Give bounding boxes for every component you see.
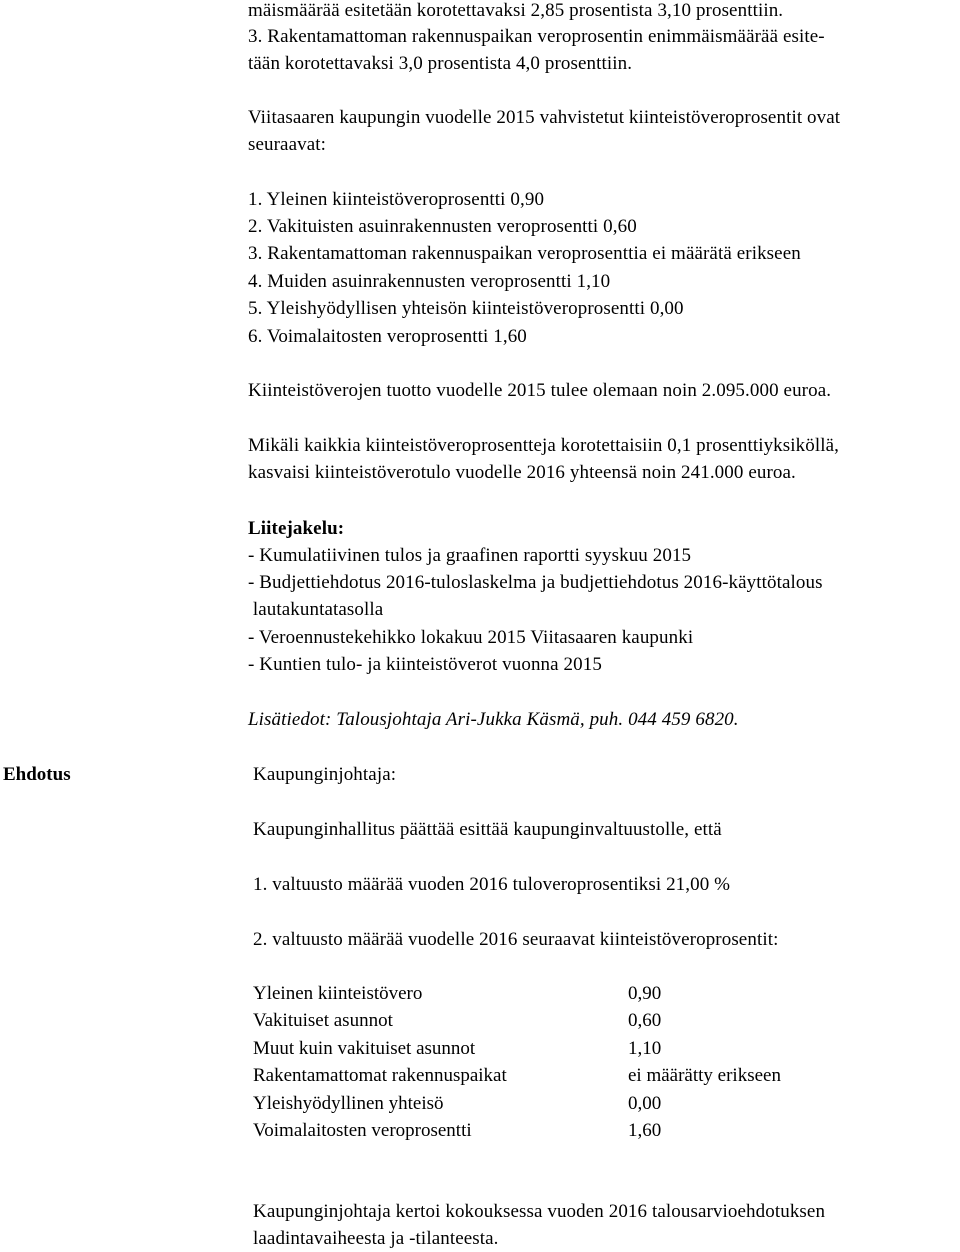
proposal-author: Kaupunginjohtaja: bbox=[253, 764, 397, 785]
rate-value: 1,60 bbox=[628, 1120, 662, 1141]
intro-line-2: 3. Rakentamattoman rakennuspaikan veroprosentin enimmäismäärää esite- bbox=[248, 26, 825, 47]
attachment-item: - Budjettiehdotus 2016-tuloslaskelma ja budjettiehdotus 2016-käyttötalous bbox=[248, 572, 823, 593]
rate-name: Voimalaitosten veroprosentti bbox=[253, 1120, 472, 1141]
rate-value: 1,10 bbox=[628, 1038, 662, 1059]
rates-list-item: 2. Vakituisten asuinrakennusten veroprosentti 0,60 bbox=[248, 216, 637, 237]
rate-name: Muut kuin vakituiset asunnot bbox=[253, 1038, 476, 1059]
attachment-item: - Kuntien tulo- ja kiinteistöverot vuonna 2015 bbox=[248, 654, 602, 675]
increase-text-line-2: kasvaisi kiinteistöverotulo vuodelle 2016 yhteensä noin 241.000 euroa. bbox=[248, 462, 796, 483]
increase-text-line-1: Mikäli kaikkia kiinteistöveroprosentteja korotettaisiin 0,1 prosenttiyksiköllä, bbox=[248, 435, 839, 456]
rate-value: ei määrätty erikseen bbox=[628, 1065, 781, 1086]
attachment-item: lautakuntatasolla bbox=[248, 599, 384, 620]
rates-heading-line-1: Viitasaaren kaupungin vuodelle 2015 vahvistetut kiinteistöveroprosentit ovat bbox=[248, 107, 841, 128]
closing-line-1: Kaupunginjohtaja kertoi kokouksessa vuoden 2016 talousarvioehdotuksen bbox=[253, 1201, 826, 1222]
proposal-label: Ehdotus bbox=[3, 764, 71, 785]
proposal-point-1: 1. valtuusto määrää vuoden 2016 tuloveroprosentiksi 21,00 % bbox=[253, 874, 731, 895]
intro-line-1: mäismäärää esitetään korotettavaksi 2,85 prosentista 3,10 prosenttiin. bbox=[248, 0, 784, 21]
proposal-statement: Kaupunginhallitus päättää esittää kaupunginvaltuustolle, että bbox=[253, 819, 722, 840]
rates-list-item: 5. Yleishyödyllisen yhteisön kiinteistöveroprosentti 0,00 bbox=[248, 298, 684, 319]
rates-heading-line-2: seuraavat: bbox=[248, 134, 327, 155]
rate-value: 0,90 bbox=[628, 983, 662, 1004]
attachments-heading: Liitejakelu: bbox=[248, 518, 345, 539]
proposal-point-2: 2. valtuusto määrää vuodelle 2016 seuraavat kiinteistöveroprosentit: bbox=[253, 929, 779, 950]
intro-line-3: tään korotettavaksi 3,0 prosentista 4,0 prosenttiin. bbox=[248, 53, 633, 74]
rate-value: 0,00 bbox=[628, 1093, 662, 1114]
rate-value: 0,60 bbox=[628, 1010, 662, 1031]
rate-name: Vakituiset asunnot bbox=[253, 1010, 393, 1031]
tax-yield-text: Kiinteistöverojen tuotto vuodelle 2015 tulee olemaan noin 2.095.000 euroa. bbox=[248, 380, 832, 401]
attachment-item: - Kumulatiivinen tulos ja graafinen raportti syyskuu 2015 bbox=[248, 545, 692, 566]
rate-name: Rakentamattomat rakennuspaikat bbox=[253, 1065, 507, 1086]
rate-name: Yleishyödyllinen yhteisö bbox=[253, 1093, 444, 1114]
closing-line-2: laadintavaiheesta ja -tilanteesta. bbox=[253, 1228, 499, 1249]
contact-info: Lisätiedot: Talousjohtaja Ari-Jukka Käsmä, puh. 044 459 6820. bbox=[248, 709, 739, 730]
rates-list-item: 1. Yleinen kiinteistöveroprosentti 0,90 bbox=[248, 189, 545, 210]
rates-list-item: 3. Rakentamattoman rakennuspaikan veroprosenttia ei määrätä erikseen bbox=[248, 243, 801, 264]
rate-name: Yleinen kiinteistövero bbox=[253, 983, 423, 1004]
rates-list-item: 4. Muiden asuinrakennusten veroprosentti 1,10 bbox=[248, 271, 611, 292]
rates-list-item: 6. Voimalaitosten veroprosentti 1,60 bbox=[248, 326, 527, 347]
attachment-item: - Veroennustekehikko lokakuu 2015 Viitasaaren kaupunki bbox=[248, 627, 694, 648]
